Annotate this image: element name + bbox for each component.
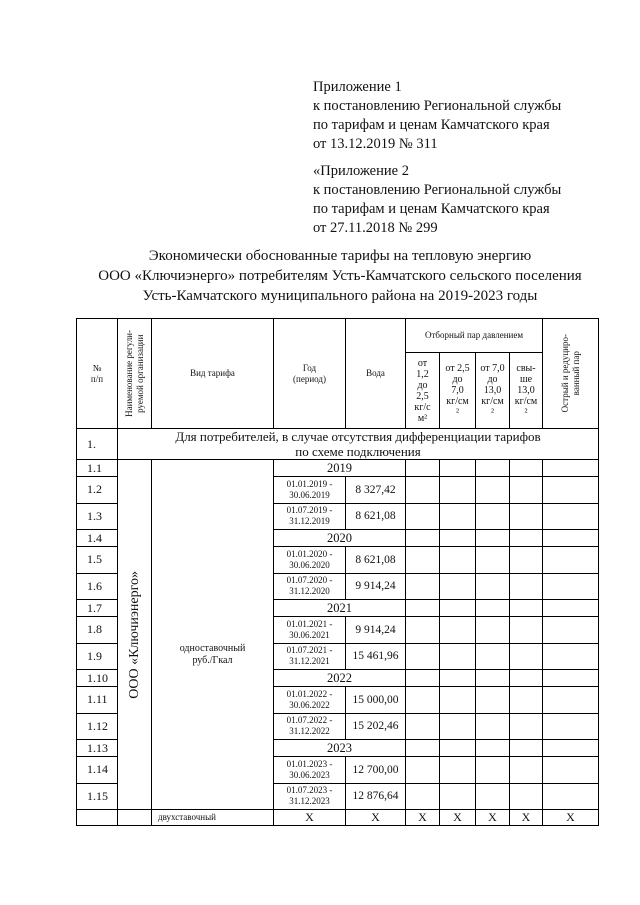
section-title: Для потребителей, в случае отсутствия дифференциации тарифов по схеме подключения [118, 429, 599, 460]
header-org: Наименование регули- руемой организации [118, 319, 152, 429]
title-line: ООО «Ключиэнерго» потребителям Усть-Камчатского сельского поселения [98, 268, 582, 284]
header-line: от 27.11.2018 № 299 [313, 220, 438, 236]
row-num: 1.15 [77, 783, 118, 810]
header-line: «Приложение 2 [313, 163, 409, 179]
year-label: 2019 [274, 460, 406, 477]
water-value: 9 914,24 [346, 573, 406, 600]
water-value: 8 621,08 [346, 503, 406, 530]
water-value: 15 202,46 [346, 713, 406, 740]
water-value: 15 000,00 [346, 687, 406, 714]
year-label: 2021 [274, 600, 406, 617]
x-mark: X [346, 810, 406, 826]
x-mark: X [543, 810, 599, 826]
tariff-table [76, 318, 599, 826]
period-cell: 01.01.2023 - 30.06.2023 [274, 757, 346, 784]
header-steam-group: Отборный пар давлением [406, 319, 543, 353]
x-mark: X [406, 810, 440, 826]
appendix-2-header [313, 162, 561, 238]
org-name-cell: ООО «Ключиэнерго» [118, 460, 152, 810]
water-value: 15 461,96 [346, 643, 406, 670]
row-num: 1.5 [77, 547, 118, 574]
header-line: Приложение 1 [313, 79, 402, 95]
x-mark: X [476, 810, 510, 826]
period-cell: 01.07.2021 - 31.12.2021 [274, 643, 346, 670]
header-water: Вода [346, 319, 406, 429]
row-num: 1.9 [77, 643, 118, 670]
row-num: 1.13 [77, 740, 118, 757]
row-num: 1.4 [77, 530, 118, 547]
period-cell: 01.07.2022 - 31.12.2022 [274, 713, 346, 740]
row-num: 1.2 [77, 477, 118, 504]
header-num: № п/п [77, 319, 118, 429]
row-num: 1.10 [77, 670, 118, 687]
water-value: 12 700,00 [346, 757, 406, 784]
header-steam-1: от 1,2 до 2,5 кг/с м² [406, 353, 440, 429]
row-num: 1.11 [77, 687, 118, 714]
water-value: 12 876,64 [346, 783, 406, 810]
period-cell: 01.07.2023 - 31.12.2023 [274, 783, 346, 810]
row-num: 1.1 [77, 460, 118, 477]
row-num: 1.14 [77, 757, 118, 784]
table-row [77, 460, 599, 477]
water-value: 9 914,24 [346, 617, 406, 644]
header-steam-3: от 7,0 до 13,0 кг/см ² [476, 353, 510, 429]
header-steam-4: свы- ше 13,0 кг/см ² [510, 353, 543, 429]
water-value: 8 621,08 [346, 547, 406, 574]
x-mark: X [274, 810, 346, 826]
row-num: 1.8 [77, 617, 118, 644]
period-cell: 01.01.2022 - 30.06.2022 [274, 687, 346, 714]
header-period: Год (период) [274, 319, 346, 429]
water-value: 8 327,42 [346, 477, 406, 504]
tariff-type-one-part: одноставочный руб./Гкал [152, 460, 274, 810]
row-num: 1.7 [77, 600, 118, 617]
header-sharp-steam: Острый и редуциро- ванный пар [543, 319, 599, 429]
year-label: 2023 [274, 740, 406, 757]
period-cell: 01.01.2019 - 30.06.2019 [274, 477, 346, 504]
header-line: к постановлению Региональной службы [313, 98, 562, 114]
x-mark: X [440, 810, 476, 826]
header-line: к постановлению Региональной службы [313, 182, 562, 198]
header-line: от 13.12.2019 № 311 [313, 136, 438, 152]
title-line: Усть-Камчатского муниципального района на 2019-2023 годы [142, 288, 538, 304]
section-num: 1. [77, 429, 118, 460]
appendix-1-header [313, 78, 561, 154]
header-line: по тарифам и ценам Камчатского края [313, 117, 550, 133]
table-row-two-part [77, 810, 599, 826]
period-cell: 01.01.2021 - 30.06.2021 [274, 617, 346, 644]
row-num: 1.12 [77, 713, 118, 740]
header-line: по тарифам и ценам Камчатского края [313, 201, 550, 217]
year-label: 2020 [274, 530, 406, 547]
document-title [60, 246, 620, 306]
x-mark: X [510, 810, 543, 826]
period-cell: 01.07.2020 - 31.12.2020 [274, 573, 346, 600]
row-num: 1.3 [77, 503, 118, 530]
title-line: Экономически обоснованные тарифы на тепловую энергию [148, 248, 532, 264]
row-num: 1.6 [77, 573, 118, 600]
period-cell: 01.07.2019 - 31.12.2019 [274, 503, 346, 530]
year-label: 2022 [274, 670, 406, 687]
period-cell: 01.01.2020 - 30.06.2020 [274, 547, 346, 574]
tariff-type-two-part: двухставочный [152, 810, 274, 826]
header-steam-2: от 2,5 до 7,0 кг/см ² [440, 353, 476, 429]
header-tariff-type: Вид тарифа [152, 319, 274, 429]
